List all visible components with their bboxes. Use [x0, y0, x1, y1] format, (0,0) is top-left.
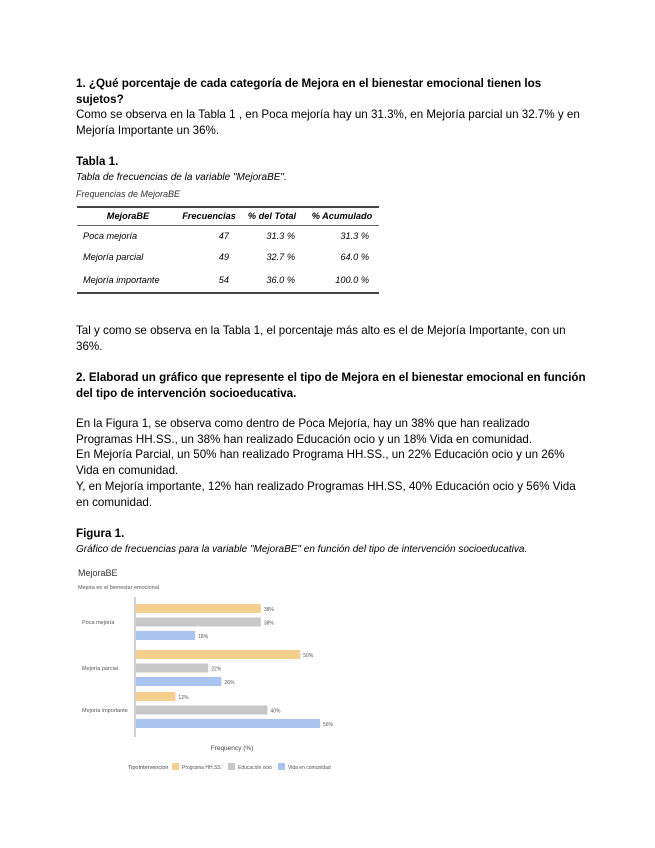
- legend-label: Programa HH.SS.: [182, 765, 223, 771]
- legend-swatch: [172, 763, 179, 770]
- legend-swatch: [228, 763, 235, 770]
- question-1: 1. ¿Qué porcentaje de cada categoría de Mejora en el bienestar emocional tienen los sujetos?: [76, 77, 542, 106]
- bar: [136, 650, 300, 659]
- cell: 64.0 %: [340, 251, 369, 262]
- cell: 32.7 %: [266, 251, 295, 262]
- table-caption: Tabla de frecuencias de la variable "MejoraBE".: [76, 172, 287, 183]
- bar: [136, 677, 221, 686]
- table-label: Tabla 1.: [76, 155, 119, 168]
- bar: [136, 631, 195, 640]
- cell: 31.3 %: [340, 230, 369, 241]
- category-label: Mejoría importante: [82, 708, 128, 714]
- cell: 100.0 %: [305, 267, 379, 293]
- cell: 49: [218, 251, 229, 262]
- answer-2-paragraph-3: Y, en Mejoría importante, 12% han realizado Programas HH.SS, 40% Educación ocio y 56% Vida en comunidad.: [76, 480, 576, 509]
- chart-title: MejoraBE: [78, 568, 118, 578]
- bar: [136, 706, 267, 715]
- cell: 47: [218, 230, 229, 241]
- cell: Mejoría importante: [77, 267, 179, 293]
- header-pct-acumulado: % Acumulado: [305, 207, 379, 225]
- header-pct-total: % del Total: [239, 207, 305, 225]
- legend-label: Vida en comunidad: [288, 765, 331, 771]
- bar: [136, 664, 208, 673]
- bar-data-label: 26%: [224, 680, 235, 686]
- bar-data-label: 56%: [323, 722, 334, 728]
- bar-data-label: 12%: [178, 695, 189, 701]
- bar-data-label: 18%: [198, 634, 209, 640]
- legend-swatch: [278, 763, 285, 770]
- cell: 31.3 %: [266, 230, 295, 241]
- category-label: Mejoría parcial: [82, 666, 119, 672]
- table-conclusion: Tal y como se observa en la Tabla 1, el porcentaje más alto es el de Mejoría Importante, con un 36%.: [76, 324, 566, 353]
- chart-legend: [128, 763, 331, 771]
- bar-data-label: 38%: [263, 607, 274, 613]
- cell: 36.0 %: [239, 267, 305, 293]
- table-subtitle: Frequencias de MejoraBE: [76, 189, 181, 199]
- answer-2-paragraph-2: En Mejoría Parcial, un 50% han realizado Programa HH.SS., un 22% Educación ocio y un 26% Vida en comunidad.: [76, 448, 565, 477]
- bar-data-label: 40%: [270, 708, 281, 715]
- bar: [136, 618, 261, 627]
- cell: Mejoría parcial: [83, 251, 144, 262]
- header-mejorabe: MejoraBE: [77, 207, 179, 225]
- bar: [136, 719, 320, 728]
- bar-data-label: 22%: [211, 666, 222, 673]
- figure-caption: Gráfico de frecuencias para la variable "MejoraBE" en función del tipo de intervención socioeducativa.: [76, 544, 528, 555]
- bar: [136, 692, 175, 701]
- bar-data-label: 50%: [303, 653, 314, 659]
- x-axis-label: Frequency (%): [210, 745, 254, 752]
- bar-data-label: 38%: [263, 620, 274, 627]
- legend-title: TipoIntervencion: [128, 765, 169, 771]
- category-label: Poca mejoría: [82, 620, 115, 626]
- cell: Poca mejoría: [83, 230, 138, 241]
- answer-1: Como se observa en la Tabla 1 , en Poca mejoría hay un 31.3%, en Mejoría parcial un 32.7% y en Mejoría Importante un 36%.: [76, 108, 580, 137]
- figure-label: Figura 1.: [76, 527, 125, 540]
- answer-2-paragraph-1: En la Figura 1, se observa como dentro de Poca Mejoría, hay un 38% que han realizado Programas HH.SS., un 38% han realizado Educación ocio y un 18% Vida en comunidad.: [76, 417, 533, 446]
- header-frecuencias: Frecuencias: [179, 207, 239, 225]
- bar: [136, 604, 261, 613]
- chart-subtitle: Mejora en el bienestar emocional: [78, 585, 160, 591]
- legend-label: Educación ocio: [238, 765, 272, 771]
- question-2: 2. Elaborad un gráfico que represente el tipo de Mejora en el bienestar emocional en función del tipo de intervención socioeducativa.: [76, 371, 586, 400]
- cell: 54: [179, 267, 239, 293]
